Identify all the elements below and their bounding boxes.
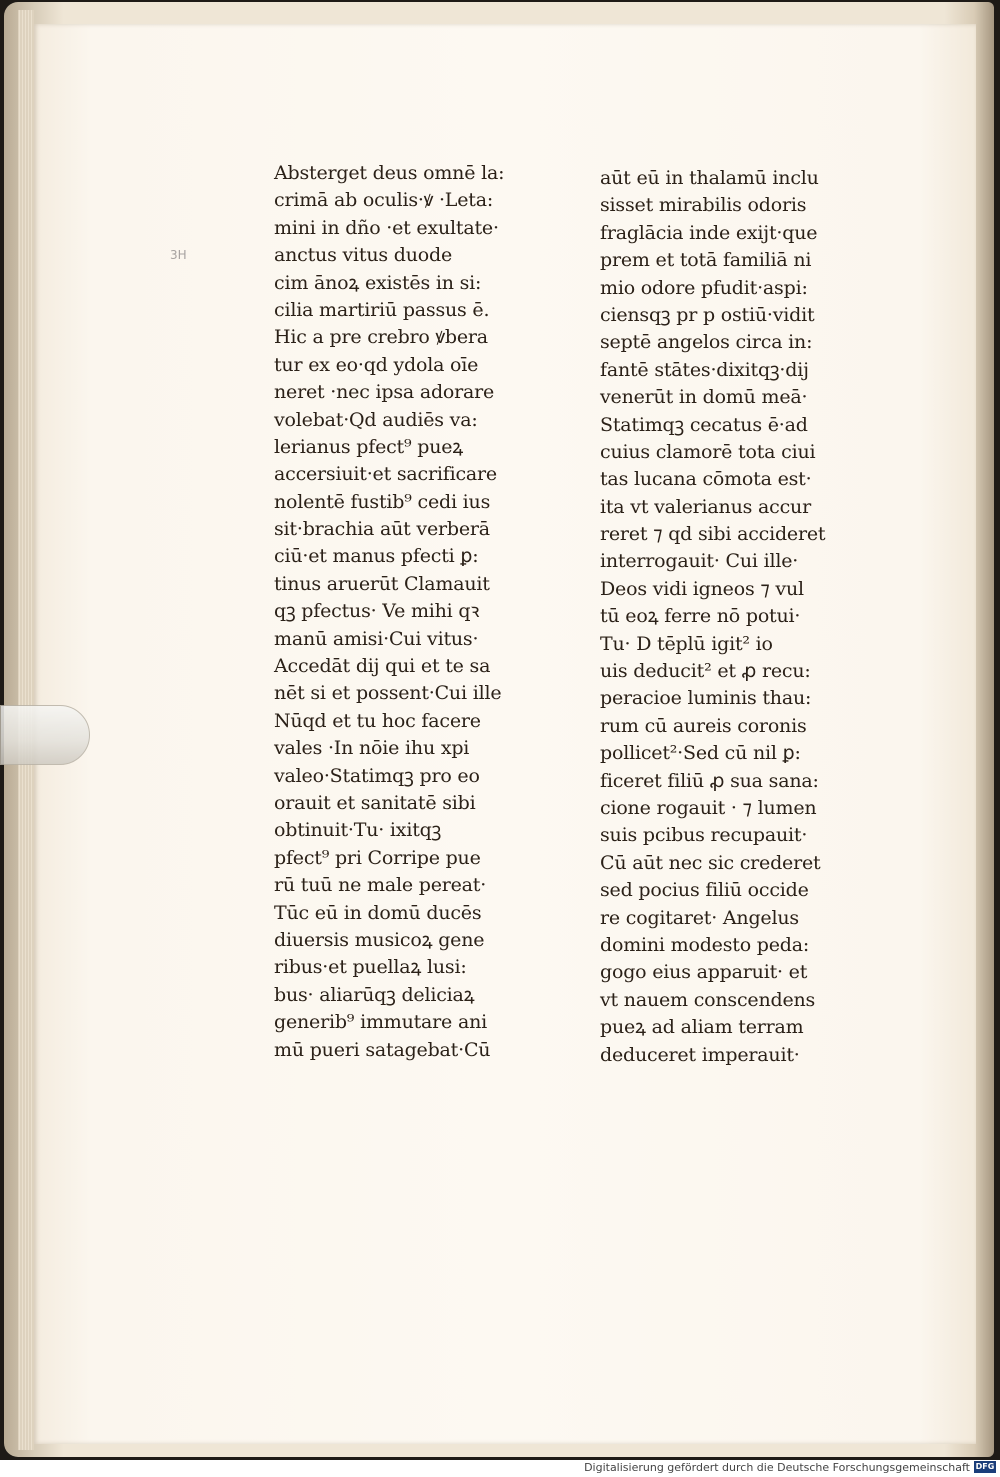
text-line: pueꝝ ad aliam terram	[600, 1016, 804, 1039]
text-line: Accedāt dij qui et te sa	[274, 655, 491, 678]
text-column-right	[600, 165, 825, 1069]
text-line: bus· aliarūqꝫ deliciaꝝ	[274, 983, 475, 1006]
text-line: nolentē fustib⁹ cedi ius	[274, 490, 491, 513]
text-line: septē angelos circa in:	[600, 331, 813, 354]
text-line: tinus aruerūt Clamauit	[274, 572, 490, 595]
text-line: vales ·In nōie ihu xpi	[274, 737, 470, 760]
text-line: reret ⁊ qd sibi accideret	[600, 523, 826, 546]
text-line: Deos vidi igneos ⁊ vul	[600, 577, 804, 600]
text-line: crimā ab oculis·ꝟ ·Leta:	[274, 189, 494, 212]
text-line: cim ānoꝝ existēs in si:	[274, 271, 482, 294]
text-line: obtinuit·Tu· ixitqꝫ	[274, 819, 442, 842]
text-line: interrogauit· Cui ille·	[600, 550, 799, 573]
text-line: cuius clamorē tota ciui	[600, 440, 816, 463]
page-clip	[0, 705, 90, 765]
text-line: rum cū aureis coronis	[600, 714, 807, 737]
text-line: diuersis musicoꝝ gene	[274, 928, 485, 951]
text-line: pfect⁹ pri Corripe pue	[274, 846, 481, 869]
text-line: sit·brachia aūt verberā	[274, 518, 490, 541]
text-line: orauit et sanitatē sibi	[274, 791, 476, 814]
text-line: accersiuit·et sacrificare	[274, 463, 497, 486]
text-line: suis pcibus recupauit·	[600, 824, 808, 847]
text-line: sed pocius filiū occide	[600, 879, 809, 902]
text-line: Hic a pre crebro ꝟbera	[274, 326, 488, 349]
text-line: fraglācia inde exijt·que	[600, 221, 818, 244]
text-line: uis deducit² et ꝓ recu:	[600, 660, 811, 683]
text-line: ciensqꝫ pr p ostiū·vidit	[600, 303, 815, 326]
text-line: Tu· D tēplū igit² io	[600, 632, 773, 655]
text-line: volebat·Qd audiēs va:	[274, 408, 478, 431]
text-line: cilia martiriū passus ē.	[274, 298, 490, 321]
text-line: gogo eius apparuit· et	[600, 961, 808, 984]
text-line: vt nauem conscendens	[600, 988, 816, 1011]
text-line: qꝫ pfectus· Ve mihi qꝛ	[274, 600, 480, 623]
footer-credit: Digitalisierung gefördert durch die Deutsche Forschungsgemeinschaft	[584, 1461, 970, 1474]
text-line: pollicet²·Sed cū nil ꝑ:	[600, 742, 801, 765]
text-line: domini modesto peda:	[600, 933, 810, 956]
text-line: Absterget deus omnē la:	[274, 162, 505, 184]
text-line: peracioe luminis thau:	[600, 687, 812, 710]
text-line: prem et totā familiā ni	[600, 249, 812, 272]
text-line: rū tuū ne male pereat·	[274, 874, 487, 897]
text-line: anctus vitus duode	[274, 244, 452, 267]
text-line: neret ·nec ipsa adorare	[274, 381, 495, 404]
text-line: re cogitaret· Angelus	[600, 906, 799, 929]
text-line: mio odore pfudit·aspi:	[600, 276, 808, 299]
text-line: fantē stātes·dixitqꝫ·dij	[600, 358, 809, 381]
text-line: manū amisi·Cui vitus·	[274, 627, 479, 650]
text-line: cione rogauit · ⁊ lumen	[600, 796, 817, 819]
text-line: mini in dño ·et exultate·	[274, 216, 499, 239]
book-page	[34, 24, 976, 1444]
text-line: Cū aūt nec sic crederet	[600, 851, 821, 874]
text-line: Tūc eū in domū ducēs	[274, 901, 482, 924]
text-line: tur ex eo·qd ydola oīe	[274, 353, 479, 376]
pencil-margin-note: 3H	[170, 248, 187, 262]
text-line: venerūt in domū meā·	[600, 386, 808, 409]
text-line: tas lucana cōmota est·	[600, 468, 812, 491]
text-line: lerianus pfect⁹ pueꝝ	[274, 435, 464, 458]
text-line: ribus·et puellaꝝ lusi:	[274, 956, 467, 979]
text-line: generib⁹ immutare ani	[274, 1011, 487, 1034]
text-line: aūt eū in thalamū inclu	[600, 167, 819, 189]
text-line: tū eoꝝ ferre nō potui·	[600, 605, 801, 628]
text-line: ita vt valerianus accur	[600, 495, 811, 518]
dfg-logo: DFG	[975, 1462, 995, 1471]
text-column-left	[274, 160, 504, 1064]
text-line: mū pueri satagebat·Cū	[274, 1038, 491, 1061]
text-line: deduceret imperauit·	[600, 1043, 800, 1066]
text-line: sisset mirabilis odoris	[600, 194, 807, 217]
text-line: ciū·et manus pfecti ꝑ:	[274, 545, 479, 568]
text-line: nēt si et possent·Cui ille	[274, 682, 502, 705]
text-line: valeo·Statimqꝫ pro eo	[274, 764, 480, 787]
text-line: Nūqd et tu hoc facere	[274, 709, 481, 732]
text-line: ficeret filiū ꝓ sua sana:	[600, 769, 819, 792]
text-line: Statimqꝫ cecatus ē·ad	[600, 413, 808, 436]
